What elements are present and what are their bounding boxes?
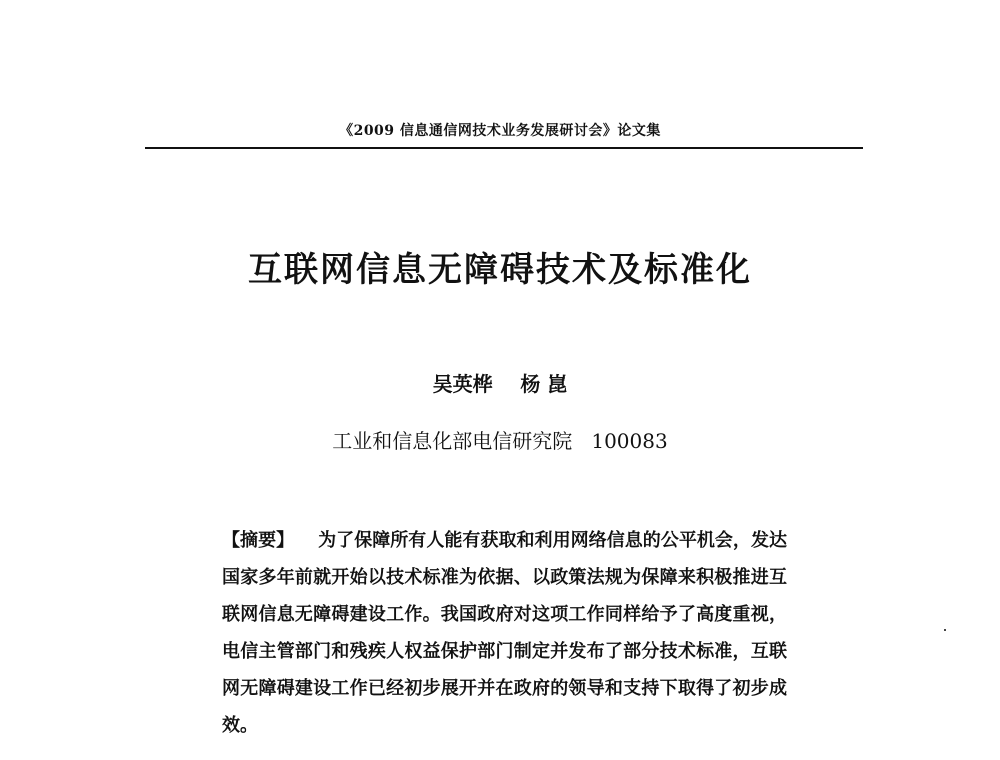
authors: 吴英桦 杨 崑 bbox=[432, 372, 568, 396]
header-rule bbox=[145, 147, 863, 149]
abstract-label: 【摘要】 bbox=[222, 530, 295, 551]
abstract bbox=[222, 522, 787, 744]
abstract-text: 为了保障所有人能有获取和利用网络信息的公平机会，发达国家多年前就开始以技术标准为依据、以政策法规为保障来积极推进互联网信息无障碍建设工作。我国政府对这项工作同样给予了高度重视，电信主管部门和残疾人权益保护部门制定并发布了部分技术标准，互联网无障碍建设工作已经初步展开并在政府的领导和支持下取得了初步成效。 bbox=[222, 530, 787, 736]
running-header: 《2009 信息通信网技术业务发展研讨会》论文集 bbox=[339, 123, 661, 139]
scan-speck bbox=[944, 629, 946, 631]
paper-title: 互联网信息无障碍技术及标准化 bbox=[248, 250, 752, 290]
affiliation: 工业和信息化部电信研究院 100083 bbox=[332, 429, 668, 453]
